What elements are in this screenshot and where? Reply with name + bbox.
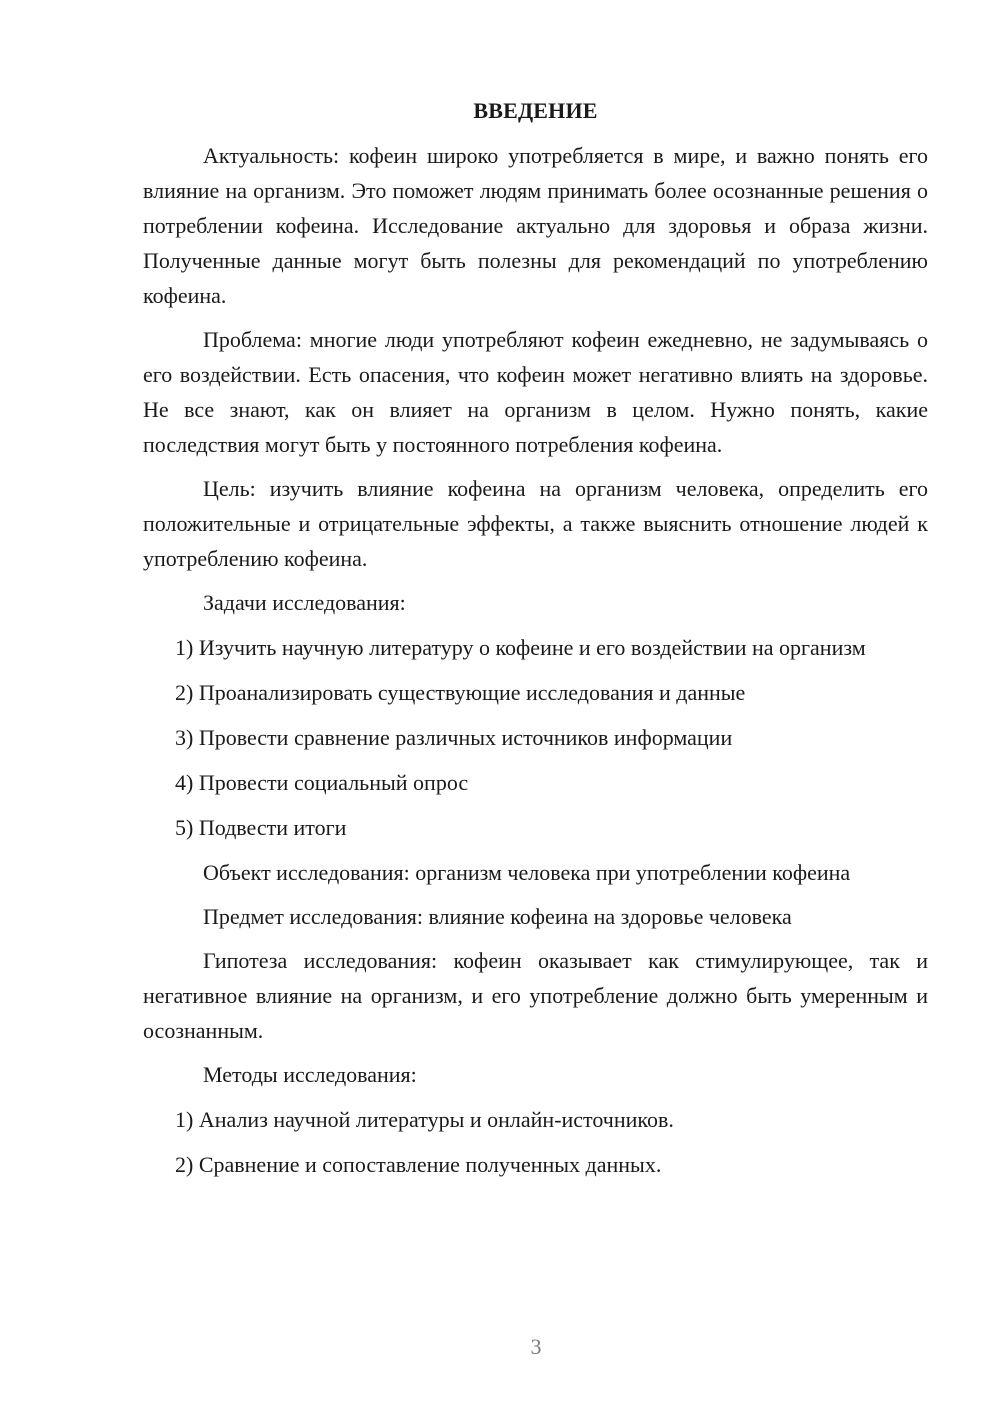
section-title: ВВЕДЕНИЕ <box>473 98 598 123</box>
subject-paragraph: Предмет исследования: влияние кофеина на здоровье человека <box>203 904 792 929</box>
task-item-5: 5) Подвести итоги <box>175 815 347 840</box>
tasks-heading: Задачи исследования: <box>203 590 406 615</box>
method-item-1: 1) Анализ научной литературы и онлайн-источников. <box>175 1107 674 1132</box>
task-item-2: 2) Проанализировать существующие исследования и данные <box>175 680 746 705</box>
methods-heading: Методы исследования: <box>203 1062 417 1087</box>
document-page <box>143 96 928 1192</box>
hypothesis-paragraph: Гипотеза исследования: кофеин оказывает как стимулирующее, так и негативное влияние на организм, и его употребление должно быть умеренным и осознанным. <box>143 948 928 1043</box>
task-item-4: 4) Провести социальный опрос <box>175 770 469 795</box>
task-item-3: 3) Провести сравнение различных источников информации <box>175 725 733 750</box>
page-number: 3 <box>530 1334 542 1359</box>
task-item-1: 1) Изучить научную литературу о кофеине и его воздействии на организм <box>175 635 866 660</box>
object-paragraph: Объект исследования: организм человека при употреблении кофеина <box>203 860 851 885</box>
goal-paragraph: Цель: изучить влияние кофеина на организм человека, определить его положительные и отрицательные эффекты, а также выяснить отношение людей к употреблению кофеина. <box>143 476 928 571</box>
method-item-2: 2) Сравнение и сопоставление полученных данных. <box>175 1152 662 1177</box>
relevance-paragraph: Актуальность: кофеин широко употребляется в мире, и важно понять его влияние на организм. Это поможет людям принимать более осознанные решения о потреблении кофеина. Исследование актуально для здоровья и образа жизни. Полученные данные могут быть полезны для рекомендаций по употреблению кофеина. <box>143 143 928 308</box>
problem-paragraph: Проблема: многие люди употребляют кофеин ежедневно, не задумываясь о его воздействии. Есть опасения, что кофеин может негативно влиять на здоровье. Не все знают, как он влияет на организм в целом. Нужно понять, какие последствия могут быть у постоянного потребления кофеина. <box>143 327 928 457</box>
